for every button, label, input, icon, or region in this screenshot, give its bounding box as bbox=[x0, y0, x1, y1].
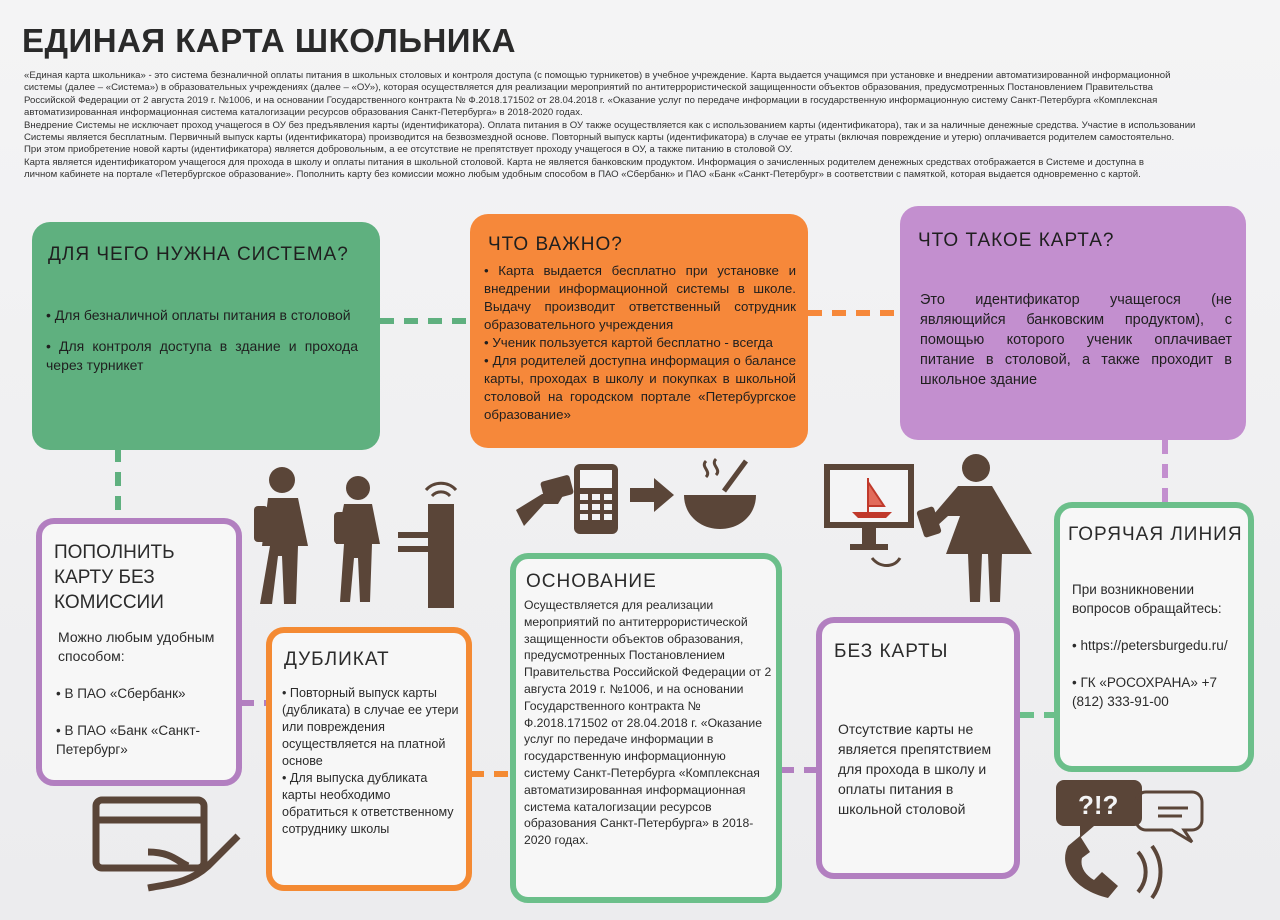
phone-chat-icon bbox=[1054, 776, 1218, 902]
connector-line bbox=[470, 771, 512, 777]
duplicate-title: ДУБЛИКАТ bbox=[284, 649, 390, 670]
important-box bbox=[470, 214, 808, 448]
intro-line: Системы является бесплатным. Первичный выпуск карты (идентификатора) производится на безвозмездной основе. Повторный выпуск карты (идентификатора) в случае ее утраты (включая повреждение и утерю) оплачивается родителем самостоятельно. bbox=[24, 132, 1175, 144]
basis-box bbox=[510, 553, 782, 903]
hotline-lead: При возникновении вопросов обращайтесь: bbox=[1072, 582, 1222, 616]
hand-card-icon bbox=[88, 792, 248, 896]
intro-text bbox=[24, 70, 1254, 182]
list-item: • Повторный выпуск карты (дубликата) в случае ее утери или повреждения осуществляется на платной основе bbox=[282, 686, 459, 768]
hotline-box bbox=[1054, 502, 1254, 772]
intro-line: автоматизированная информационная система каталогизации ресурсов образования Санкт-Петербурга» в 2018-2020 годах. bbox=[24, 107, 583, 119]
intro-line: Российской Федерации от 2 августа 2019 г. №1006, и на основании Государственного контракта № Ф.2018.171502 от 28.04.2018 г. «Оказание услуг по передаче информации в государственную информационную систему Санкт-Петербурга «Комплексная bbox=[24, 94, 1158, 106]
topup-box bbox=[36, 518, 242, 786]
duplicate-box bbox=[266, 627, 472, 891]
intro-line: Карта является идентификатором учащегося для прохода в школу и оплаты питания в школьной столовой. Карта не является банковским продуктом. Информация о зачисленных родителем денежных средствах отображается в Системе и доступна в bbox=[24, 156, 1144, 168]
intro-line: личном кабинете на портале «Петербургское образование». Пополнить карту без комиссии можно любым удобным способом в ПАО «Сбербанк» и ПАО «Банк «Санкт-Петербург» в соответствии с памяткой, которая выдается одновременно с картой. bbox=[24, 169, 1141, 181]
connector-line bbox=[1020, 712, 1056, 718]
arrow-right-icon bbox=[628, 476, 676, 514]
no-card-box bbox=[816, 617, 1020, 879]
what-card-text: Это идентификатор учащегося (не являющийся банковским продуктом), с помощью которого ученик оплачивает питание в столовой, а также проходит в школьное здание bbox=[920, 292, 1232, 388]
list-item: • В ПАО «Банк «Санкт-Петербург» bbox=[56, 723, 200, 757]
connector-line bbox=[115, 448, 121, 518]
no-card-title: БЕЗ КАРТЫ bbox=[834, 641, 949, 662]
list-item: • Для выпуска дубликата карты необходимо обратиться к ответственному сотруднику школы bbox=[282, 771, 454, 836]
basis-title: ОСНОВАНИЕ bbox=[526, 571, 657, 592]
page-title: ЕДИНАЯ КАРТА ШКОЛЬНИКА bbox=[22, 22, 516, 59]
list-item: • Для родителей доступна информация о балансе карты, проходах в школу и покупках в школьной столовой на городском портале «Петербургское образование» bbox=[484, 353, 796, 422]
list-item: • В ПАО «Сбербанк» bbox=[56, 686, 186, 701]
hotline-phone[interactable]: • ГК «РОСОХРАНА» +7 (812) 333-91-00 bbox=[1072, 675, 1217, 709]
list-item: • Для безналичной оплаты питания в столовой bbox=[46, 307, 351, 323]
intro-line: системы (далее – «Система») в образовательных учреждениях (далее – «ОУ»), которая осуществляется для реализации мероприятий по антитеррористической защищенности объектов образования, предусмотренных Постановлением Правительства bbox=[24, 82, 1153, 94]
intro-line: При этом приобретение новой карты (идентификатора) является добровольным, а ее отсутствие не препятствует проходу учащегося в ОУ, а также питанию в столовой ОУ. bbox=[24, 144, 793, 156]
hotline-list bbox=[1072, 636, 1248, 711]
hotline-title: ГОРЯЧАЯ ЛИНИЯ bbox=[1068, 524, 1243, 545]
list-item: • Карта выдается бесплатно при установке и внедрении информационной системы в школе. Выдачу производит ответственный сотрудник образовательного учреждения bbox=[484, 263, 796, 332]
topup-title: ПОПОЛНИТЬ КАРТУ БЕЗ КОМИССИИ bbox=[54, 542, 175, 613]
card-payment-icon bbox=[512, 460, 628, 538]
list-item: • Для контроля доступа в здание и прохода через турникет bbox=[46, 338, 358, 373]
students-turnstile-icon bbox=[250, 462, 480, 612]
what-card-box bbox=[900, 206, 1246, 440]
computer-icon bbox=[822, 462, 916, 574]
topup-list bbox=[56, 684, 236, 759]
important-list bbox=[484, 262, 796, 424]
topup-lead: Можно любым удобным способом: bbox=[58, 629, 215, 664]
connector-line bbox=[240, 700, 268, 706]
important-title: ЧТО ВАЖНО? bbox=[488, 234, 623, 255]
why-system-title: ДЛЯ ЧЕГО НУЖНА СИСТЕМА? bbox=[48, 244, 349, 265]
woman-phone-icon bbox=[916, 452, 1040, 604]
connector-line bbox=[780, 767, 816, 773]
intro-line: Внедрение Системы не исключает проход учащегося в ОУ без предъявления карты (идентификатора). Оплата питания в ОУ также осуществляется как с использованием карты (идентификатора), так и за наличные денежные средства. Участие в использовании bbox=[24, 119, 1196, 131]
connector-line bbox=[1162, 440, 1168, 502]
connector-line bbox=[808, 310, 900, 316]
why-system-box bbox=[32, 222, 380, 450]
connector-line bbox=[380, 318, 470, 324]
duplicate-list bbox=[282, 685, 460, 838]
soup-bowl-icon bbox=[680, 455, 760, 535]
why-system-list bbox=[46, 306, 358, 375]
hotline-website-link[interactable]: • https://petersburgedu.ru/ bbox=[1072, 638, 1228, 653]
chat-bubble-text: ?!? bbox=[1078, 790, 1119, 820]
no-card-text: Отсутствие карты не является препятствием для прохода в школу и оплаты питания в школьной столовой bbox=[838, 721, 992, 817]
what-card-title: ЧТО ТАКОЕ КАРТА? bbox=[918, 230, 1115, 251]
intro-line: «Единая карта школьника» - это система безналичной оплаты питания в школьных столовых и контроля доступа (с помощью турникетов) в учебное учреждение. Карта выдается учащимся при установке и внедрении автоматизированной информационной bbox=[24, 70, 1171, 81]
list-item: • Ученик пользуется картой бесплатно - всегда bbox=[484, 335, 773, 350]
basis-text: Осуществляется для реализации мероприятий по антитеррористической защищенности объектов образования, предусмотренных Постановлением Правительства Российской Федерации от 2 августа 2019 г. №1006, и на основании Государственного контракта № Ф.2018.171502 от 28.04.2018 г. «Оказание услуг по передаче информации в государственную информационную систему Санкт-Петербурга «Комплексная автоматизированная информационная система каталогизации ресурсов образования Санкт-Петербурга» в 2018-2020 годах. bbox=[524, 598, 772, 848]
